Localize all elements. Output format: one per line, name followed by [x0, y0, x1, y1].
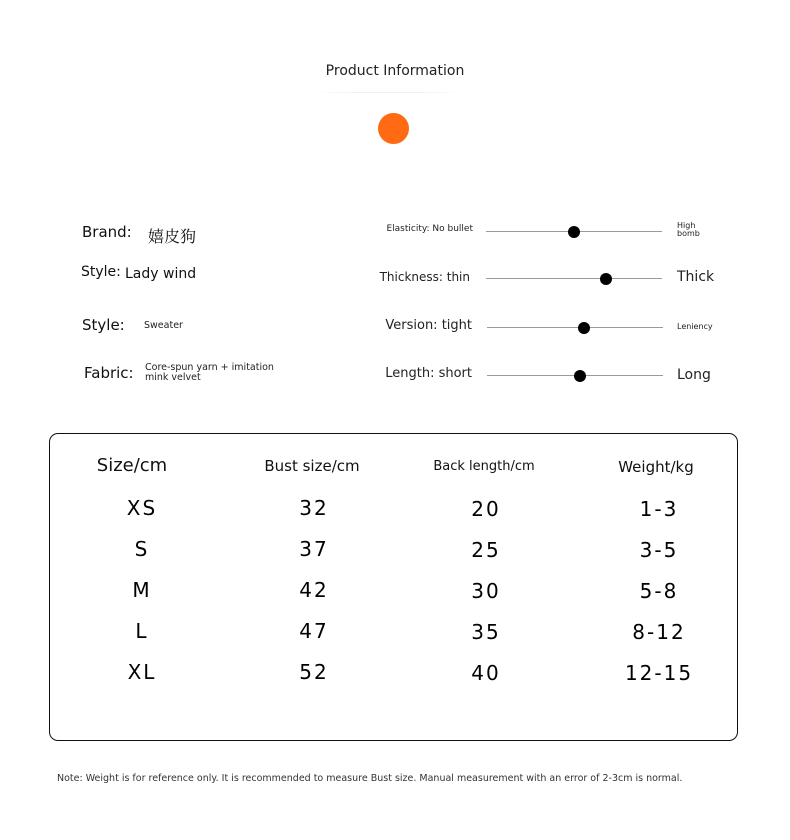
attr-elasticity-right-line2: bomb — [677, 229, 700, 238]
size-table-header-weight: Weight/kg — [618, 458, 694, 476]
fabric-label: Fabric: — [84, 364, 134, 382]
attr-length-left: Length: short — [385, 366, 472, 381]
attr-thickness-knob — [600, 273, 612, 285]
attr-length-knob — [574, 370, 586, 382]
size-table-cell: 32 — [299, 496, 329, 520]
size-table-cell: 42 — [299, 578, 329, 602]
size-table-cell: 25 — [471, 538, 501, 562]
size-table-cell: 47 — [299, 619, 329, 643]
size-table-cell: 30 — [471, 579, 501, 603]
size-table-header-size: Size/cm — [96, 455, 168, 476]
size-table-cell: 40 — [471, 661, 501, 685]
attr-version-track — [487, 327, 663, 328]
brand-value: 嬉皮狗 — [148, 227, 197, 246]
attr-elasticity-left: Elasticity: No bullet — [386, 224, 473, 234]
size-table-cell: 12-15 — [624, 661, 694, 685]
size-table-cell: 52 — [299, 660, 329, 684]
size-table-cell: 3-5 — [639, 538, 679, 562]
size-table-header-bust: Bust size/cm — [264, 457, 360, 475]
style-label-1: Style: — [81, 264, 121, 280]
style-value-1: Lady wind — [125, 266, 197, 282]
size-table-cell: XS — [126, 496, 158, 520]
size-table-cell: M — [132, 578, 152, 602]
size-table-header-back-length: Back length/cm — [433, 459, 535, 474]
style-value-2: Sweater — [144, 320, 183, 331]
size-table-cell: S — [134, 537, 150, 561]
size-table-cell: 20 — [471, 497, 501, 521]
fabric-value-line1: Core-spun yarn + imitation — [145, 362, 274, 373]
attr-elasticity-right-line1: High — [677, 221, 696, 230]
size-table-cell: 37 — [299, 537, 329, 561]
style-label-2: Style: — [82, 316, 125, 334]
size-table-cell: L — [135, 619, 149, 643]
attr-version-knob — [578, 322, 590, 334]
fabric-value-line2: mink velvet — [145, 372, 201, 383]
attr-version-left: Version: tight — [385, 318, 472, 333]
size-table-cell: 8-12 — [632, 620, 686, 644]
attr-thickness-left: Thickness: thin — [379, 270, 470, 284]
page-title: Product Information — [325, 63, 465, 79]
attr-elasticity-knob — [568, 226, 580, 238]
title-underline — [312, 92, 464, 93]
size-table-cell: XL — [127, 660, 157, 684]
attr-version-right: Leniency — [677, 322, 713, 331]
attr-thickness-track — [486, 278, 662, 279]
size-table-cell: 1-3 — [639, 497, 679, 521]
size-table-cell: 35 — [471, 620, 501, 644]
size-table-cell: 5-8 — [639, 579, 679, 603]
footnote: Note: Weight is for reference only. It is recommended to measure Bust size. Manual measurement with an error of 2-3cm is normal. — [57, 773, 683, 784]
attr-thickness-right: Thick — [677, 269, 715, 285]
brand-label: Brand: — [82, 223, 132, 241]
attr-length-right: Long — [677, 367, 711, 383]
accent-dot — [378, 113, 409, 144]
